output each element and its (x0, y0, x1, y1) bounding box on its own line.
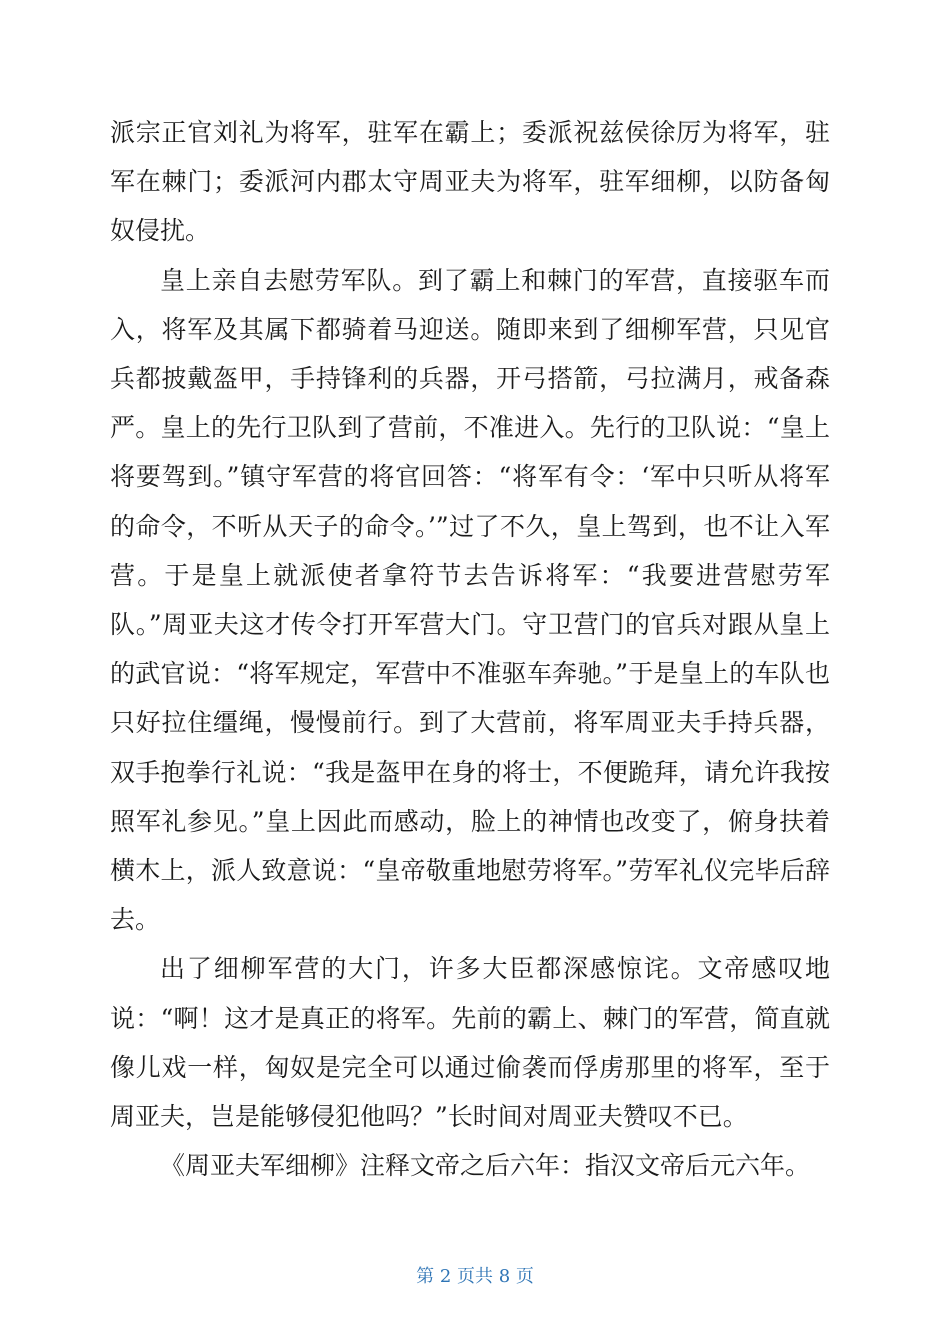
paragraph-annotation: 《周亚夫军细柳》注释文帝之后六年：指汉文帝后元六年。 (160, 1151, 811, 1181)
paragraph-emperor-praise: 出了细柳军营的大门，许多大臣都深感惊诧。文帝感叹地说：“啊！这才是真正的将军。先前的霸上、棘门的军营，简直就像儿戏一样，匈奴是完全可以通过偷袭而俘虏那里的将军，至于周亚夫，岂是能够侵犯他吗？”长时间对周亚夫赞叹不已。 (110, 954, 830, 1132)
page-number-footer: 第 2 页共 8 页 (416, 1266, 534, 1287)
paragraph-emperor-visit: 皇上亲自去慰劳军队。到了霸上和棘门的军营，直接驱车而入，将军及其属下都骑着马迎送。随即来到了细柳军营，只见官兵都披戴盔甲，手持锋利的兵器，开弓搭箭，弓拉满月，戒备森严。皇上的先行卫队到了营前，不准进入。先行的卫队说：“皇上将要驾到。”镇守军营的将官回答：“将军有令：‘军中只听从将军的命令，不听从天子的命令。’”过了不久，皇上驾到，也不让入军营。于是皇上就派使者拿符节去告诉将军：“我要进营慰劳军队。”周亚夫这才传令打开军营大门。守卫营门的官兵对跟从皇上的武官说：“将军规定，军营中不准驱车奔驰。”于是皇上的车队也只好拉住缰绳，慢慢前行。到了大营前，将军周亚夫手持兵器，双手抱拳行礼说：“我是盔甲在身的将士，不便跪拜，请允许我按照军礼参见。”皇上因此而感动，脸上的神情也改变了，俯身扶着横木上，派人致意说：“皇帝敬重地慰劳将军。”劳军礼仪完毕后辞去。 (110, 265, 830, 935)
document-body (110, 108, 830, 1190)
paragraph-continuation: 派宗正官刘礼为将军，驻军在霸上；委派祝兹侯徐厉为将军，驻军在棘门；委派河内郡太守周亚夫为将军，驻军细柳，以防备匈奴侵扰。 (110, 118, 830, 246)
